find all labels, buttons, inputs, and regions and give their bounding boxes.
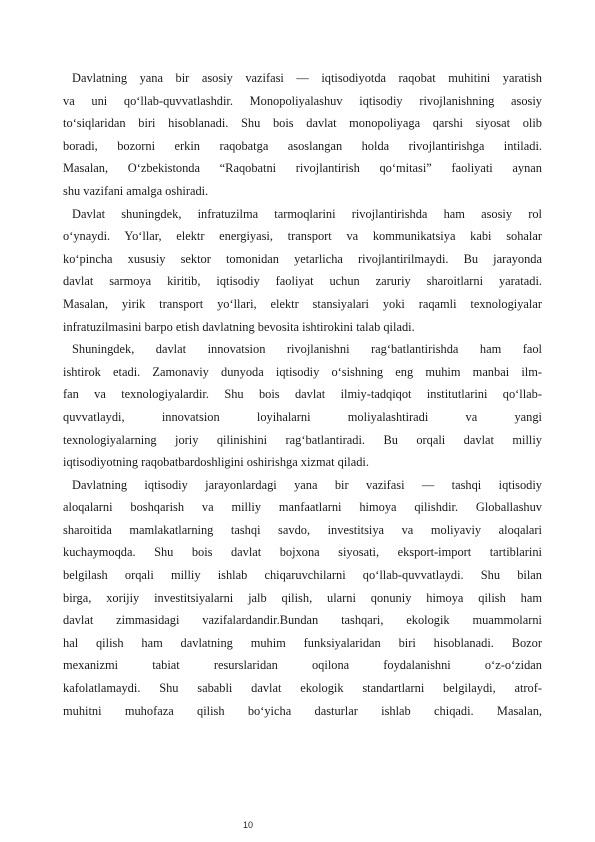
text-line: Shuningdek, davlat innovatsion rivojlanishni rag‘batlantirishda ham faol	[72, 342, 542, 357]
text-line: to‘siqlaridan biri hisoblanadi. Shu bois davlat monopoliyaga qarshi siyosat olib	[63, 116, 542, 131]
text-line: o‘ynaydi. Yo‘llar, elektr energiyasi, transport va kommunikatsiya kabi sohalar	[63, 229, 542, 244]
text-line: ko‘pincha xususiy sektor tomonidan yetarlicha rivojlantirilmaydi. Bu jarayonda	[63, 251, 542, 266]
text-line: davlat zimmasidagi vazifalardandir.Bundan tashqari, ekologik muammolarni	[63, 613, 542, 628]
text-line: shu vazifani amalga oshiradi.	[63, 183, 209, 198]
text-line: aloqalarni boshqarish va milliy manfaatlarni himoya qilishdir. Globallashuv	[63, 500, 542, 515]
text-line: boradi, bozorni erkin raqobatga asoslangan holda rivojlantirishga intiladi.	[63, 138, 542, 153]
text-line: ishtirok etadi. Zamonaviy dunyoda iqtisodiy o‘sishning eng muhim manbai ilm-	[63, 364, 542, 379]
paragraph-infrastructure	[63, 203, 542, 339]
text-line: iqtisodiyotning raqobatbardoshligini oshirishga xizmat qiladi.	[63, 455, 369, 470]
text-line: Masalan, yirik transport yo‘llari, elektr stansiyalari yoki raqamli texnologiyalar	[63, 296, 542, 311]
text-line: belgilash orqali milliy ishlab chiqaruvchilarni qo‘llab-quvvatlaydi. Shu bilan	[63, 568, 542, 583]
document-body	[63, 67, 542, 722]
text-line: quvvatlaydi, innovatsion loyihalarni moliyalashtiradi va yangi	[63, 409, 542, 424]
paragraph-innovation	[63, 338, 542, 474]
text-line: kafolatlamaydi. Shu sababli davlat ekologik standartlarni belgilaydi, atrof-	[63, 681, 542, 696]
paragraph-competition	[63, 67, 542, 203]
text-line: mexanizmi tabiat resurslaridan oqilona foydalanishni o‘z-o‘zidan	[63, 658, 542, 673]
text-line: fan va texnologiyalardir. Shu bois davlat ilmiy-tadqiqot institutlarini qo‘llab-	[63, 387, 542, 402]
text-line: Davlatning yana bir asosiy vazifasi — iqtisodiyotda raqobat muhitini yaratish	[72, 71, 542, 85]
text-line: davlat sarmoya kiritib, iqtisodiy faoliyat uchun zaruriy sharoitlarni yaratadi.	[63, 274, 542, 289]
text-line: muhitni muhofaza qilish bo‘yicha dasturlar ishlab chiqadi. Masalan,	[63, 703, 542, 718]
text-line: sharoitida mamlakatlarning tashqi savdo, investitsiya va moliyaviy aloqalari	[63, 522, 542, 537]
text-line: texnologiyalarning joriy qilinishini rag‘batlantiradi. Bu orqali davlat milliy	[63, 432, 542, 447]
text-line: infratuzilmasini barpo etish davlatning bevosita ishtirokini talab qiladi.	[63, 319, 415, 334]
text-line: Davlatning iqtisodiy jarayonlardagi yana bir vazifasi — tashqi iqtisodiy	[72, 477, 542, 492]
page-number: 10	[242, 820, 253, 830]
text-line: hal qilish ham davlatning muhim funksiyalaridan biri hisoblanadi. Bozor	[63, 635, 542, 650]
paragraph-foreign-relations	[63, 474, 542, 723]
text-line: birga, xorijiy investitsiyalarni jalb qilish, ularni qonuniy himoya qilish ham	[63, 590, 542, 605]
text-line: kuchaymoqda. Shu bois davlat bojxona siyosati, eksport-import tartiblarini	[63, 545, 542, 560]
text-line: va uni qo‘llab-quvvatlashdir. Monopoliyalashuv iqtisodiy rivojlanishning asosiy	[63, 93, 542, 108]
text-line: Davlat shuningdek, infratuzilma tarmoqlarini rivojlantirishda ham asosiy rol	[72, 206, 542, 221]
text-line: Masalan, O‘zbekistonda “Raqobatni rivojlantirish qo‘mitasi” faoliyati aynan	[63, 161, 542, 176]
